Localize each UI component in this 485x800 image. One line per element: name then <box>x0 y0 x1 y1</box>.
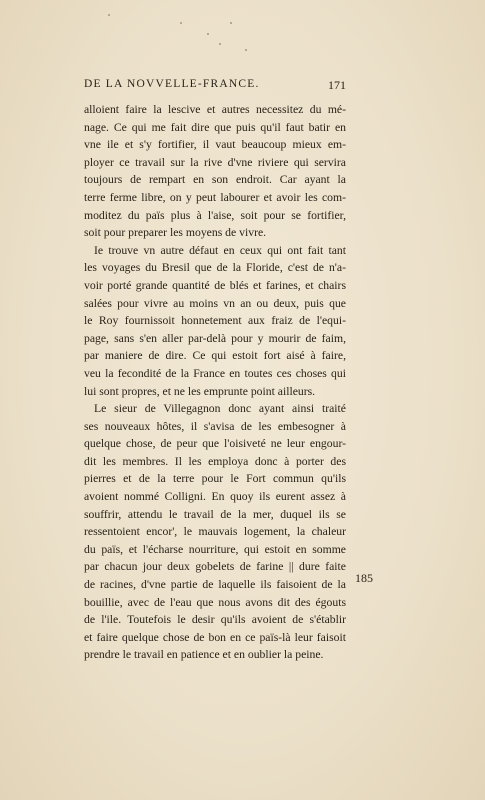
text-line: souffrir, attendu le travail de la mer, duquel ils se <box>84 507 346 521</box>
text-line: de l'ile. Toutefois le desir qu'ils avoient de s'établir <box>84 613 346 627</box>
text-line: par maniere de dire. Ce qui estoit fort aisé à faire, <box>84 349 346 363</box>
text-line: ressentoient encor', le mauvais logement, la chaleur <box>84 525 346 539</box>
text-line: soit pour preparer les moyens de vivre. <box>84 226 267 240</box>
text-line: voir porté grande quantité de blés et farines, et chairs <box>84 278 346 292</box>
text-line: veu la fecondité de la France en toutes ces choses qui <box>84 366 346 380</box>
text-line: les voyages du Bresil que de la Floride, c'est de n'a- <box>84 261 346 275</box>
text-line: du païs, et l'écharse nourriture, qui estoit en somme <box>84 542 346 556</box>
text-line: ployer ce travail sur la rive d'vne riviere qui servira <box>84 155 346 169</box>
text-line: de racines, d'vne partie de laquelle ils faisoient de la <box>84 578 346 592</box>
text-line: par chacun jour deux gobelets de farine || dure faite <box>84 560 346 574</box>
text-line: ses nouveaux hôtes, il s'avisa de les embesogner à <box>84 419 346 433</box>
text-line: et faire quelque chose de bon en ce païs-là leur faisoit <box>84 630 346 644</box>
body-text <box>84 101 346 664</box>
text-line: nage. Ce qui me fait dire que puis qu'il faut batir en <box>84 120 346 134</box>
paper-speck <box>207 33 209 35</box>
page-number: 171 <box>328 78 346 92</box>
text-line: bouillie, avec de l'eau que nous avons dit des égouts <box>84 595 346 609</box>
text-line: page, sans s'en aller par-delà pour y mourir de faim, <box>84 331 346 345</box>
text-line: avoient nommé Colligni. En quoy ils eurent assez à <box>84 490 346 504</box>
text-line: toujours de rempart en son endroit. Car ayant la <box>84 173 346 187</box>
paper-speck <box>108 14 110 16</box>
text-line: le Roy fournissoit honnetement aux fraiz de l'equi- <box>84 314 346 328</box>
paper-speck <box>180 22 182 24</box>
text-line: alloient faire la lescive et autres necessitez du mé- <box>84 103 346 116</box>
text-line: Ie trouve vn autre défaut en ceux qui ont fait tant <box>94 243 346 257</box>
text-line: salées pour vivre au moins vn an ou deux, puis que <box>84 296 346 310</box>
text-line: dit les membres. Il les employa donc à porter des <box>84 454 346 468</box>
paper-speck <box>230 22 232 24</box>
paper-speck <box>245 49 247 51</box>
text-line: lui sont propres, et ne les emprunte point ailleurs. <box>84 384 316 398</box>
text-line: Le sieur de Villegagnon donc ayant ainsi traité <box>94 402 346 416</box>
paper-speck <box>219 43 221 45</box>
text-line: moditez du païs plus à l'aise, soit pour se fortifier, <box>84 208 346 222</box>
running-head: DE LA NOVVELLE-FRANCE. <box>84 78 260 90</box>
text-line: prendre le travail en patience et en oublier la peine. <box>84 648 324 662</box>
text-line: terre ferme libre, on y peut labourer et avoir les com- <box>84 190 346 204</box>
text-line: quelque chose, de peur que l'oisiveté ne leur engour- <box>84 437 346 451</box>
text-line: pierres et de la terre pour le Fort commun qu'ils <box>84 472 346 486</box>
text-line: vne ile et s'y fortifier, il vaut beaucoup mieux em- <box>84 138 346 152</box>
margin-note: 185 <box>355 571 373 585</box>
